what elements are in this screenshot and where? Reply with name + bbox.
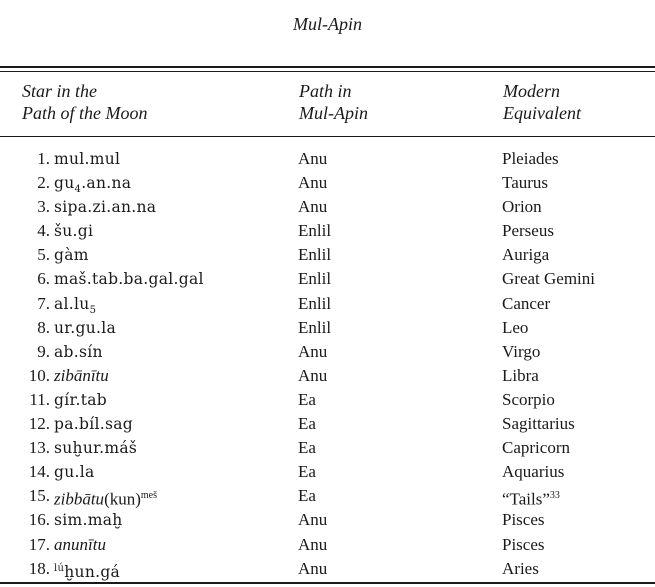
row-number: 2.: [37, 173, 50, 193]
header-modern-line2: Equivalent: [503, 103, 581, 123]
modern-equivalent-text: Pisces: [502, 510, 545, 530]
star-name-main: zibbātu: [54, 489, 105, 509]
modern-equivalent: [502, 388, 555, 412]
row-number: 4.: [37, 221, 50, 241]
modern-equivalent-text: Sagittarius: [502, 414, 575, 434]
modern-equivalent: [502, 508, 545, 532]
path-value: Enlil: [298, 269, 332, 289]
path-value: Anu: [298, 173, 328, 193]
modern-equivalent: [502, 557, 539, 581]
path-value: Ea: [298, 462, 316, 482]
modern-equivalent-text: Pleiades: [502, 149, 559, 168]
path-value: Ea: [298, 389, 316, 409]
star-name-main: ḫun.gá: [64, 562, 121, 581]
modern-equivalent: [502, 412, 575, 436]
table-row: [0, 388, 655, 412]
row-number: 17.: [28, 534, 50, 554]
table-row: [0, 412, 655, 436]
star-name: [54, 195, 156, 219]
star-name-main: gír.tab: [54, 390, 108, 409]
modern-equivalent-text: Leo: [502, 317, 529, 337]
star-name-main: šu.gi: [54, 222, 94, 241]
path-value: Ea: [298, 486, 316, 506]
modern-equivalent: [502, 171, 548, 195]
modern-equivalent-text: Pisces: [502, 534, 545, 554]
star-name-main: ur.gu.la: [54, 318, 117, 337]
star-name-main: anunītu: [54, 534, 106, 554]
table-row: [0, 484, 655, 508]
path-value: Anu: [298, 341, 328, 361]
row-number: 1.: [37, 149, 50, 168]
modern-equivalent: [502, 147, 559, 171]
modern-equivalent: [502, 243, 549, 267]
header-star-line1: Star in the: [22, 81, 97, 101]
star-determinative: lú: [54, 562, 65, 574]
star-name: [54, 316, 116, 340]
row-number: 7.: [37, 293, 50, 313]
row-number: 6.: [37, 269, 50, 289]
modern-equivalent-text: “Tails”: [502, 489, 550, 509]
path-value: Ea: [298, 414, 316, 434]
path-value: Enlil: [298, 317, 332, 337]
row-number: 14.: [28, 462, 50, 482]
star-name-main: ab.sín: [54, 342, 103, 361]
header-path-line1: Path in: [299, 81, 352, 101]
table-row: [0, 243, 655, 267]
page-title: Mul-Apin: [293, 14, 362, 34]
table-row: [0, 316, 655, 340]
modern-equivalent-text: Virgo: [502, 341, 541, 361]
modern-equivalent: [502, 533, 545, 557]
modern-equivalent-text: Capricorn: [502, 438, 570, 458]
row-number: 18.: [28, 558, 50, 578]
modern-equivalent: [502, 219, 554, 243]
top-rule: [0, 66, 655, 68]
star-name-main: sipa.zi.an.na: [54, 198, 157, 217]
table-row: [0, 557, 655, 581]
table-row: [0, 460, 655, 484]
modern-equivalent-text: Cancer: [502, 293, 551, 313]
modern-equivalent-text: Auriga: [502, 245, 550, 265]
modern-equivalent: [502, 364, 539, 388]
modern-equivalent-text: Aquarius: [502, 462, 565, 482]
table-row: [0, 267, 655, 291]
table-row: [0, 508, 655, 532]
row-number: 10.: [28, 365, 50, 385]
table-row: [0, 171, 655, 195]
star-name-rest: .an.na: [81, 174, 132, 193]
modern-equivalent-text: Perseus: [502, 221, 554, 241]
modern-equivalent: [502, 267, 595, 291]
header-modern-line1: Modern: [503, 81, 560, 101]
star-name-main: gu: [54, 174, 75, 193]
star-name-main: mul.mul: [54, 150, 121, 168]
row-number: 13.: [28, 438, 50, 458]
modern-equivalent-text: Great Gemini: [502, 269, 595, 289]
modern-equivalent: [502, 316, 528, 340]
footnote-ref: 33: [549, 490, 560, 502]
star-name: [54, 557, 120, 584]
header-rule: [0, 136, 655, 137]
path-value: Enlil: [298, 293, 332, 313]
table-row: [0, 147, 655, 171]
modern-equivalent-text: Orion: [502, 197, 542, 217]
table-row: [0, 195, 655, 219]
star-subscript: 5: [89, 304, 97, 316]
row-number: 11.: [29, 389, 50, 409]
star-name: [54, 460, 95, 484]
header-modern: [503, 80, 581, 124]
table-row: [0, 533, 655, 557]
table-body: [0, 147, 655, 581]
header-path: [299, 80, 368, 124]
path-value: Ea: [298, 438, 316, 458]
path-value: Enlil: [298, 245, 332, 265]
star-name: [54, 147, 120, 171]
row-number: 3.: [37, 197, 50, 217]
header-path-line2: Mul-Apin: [299, 103, 368, 123]
header-star-line2: Path of the Moon: [22, 103, 148, 123]
modern-equivalent-text: Aries: [502, 558, 539, 578]
path-value: Anu: [298, 149, 328, 168]
modern-equivalent-text: Libra: [502, 365, 539, 385]
top-rule-thin: [0, 71, 655, 72]
row-number: 5.: [37, 245, 50, 265]
modern-equivalent-text: Scorpio: [502, 389, 555, 409]
path-value: Anu: [298, 558, 328, 578]
star-name-main: zibānītu: [54, 365, 109, 385]
star-name: [54, 436, 137, 460]
star-name: [54, 219, 93, 243]
path-value: Anu: [298, 365, 328, 385]
bottom-rule: [0, 582, 655, 584]
modern-equivalent: [502, 340, 540, 364]
star-name: [54, 243, 89, 267]
path-value: Anu: [298, 534, 328, 554]
modern-equivalent: [502, 436, 570, 460]
star-name-main: gàm: [54, 246, 89, 265]
star-name: [54, 533, 106, 557]
table-row: [0, 219, 655, 243]
table-row: [0, 340, 655, 364]
star-subscript: 4: [74, 184, 82, 196]
path-value: Enlil: [298, 221, 332, 241]
header-star: [22, 80, 147, 124]
table-row: [0, 292, 655, 316]
row-number: 9.: [37, 341, 50, 361]
star-name: [54, 388, 107, 412]
star-name-rest: (kun): [104, 489, 141, 509]
row-number: 8.: [37, 317, 50, 337]
star-superscript: meš: [140, 490, 157, 502]
modern-equivalent: [502, 195, 542, 219]
star-name: [54, 412, 133, 436]
row-number: 15.: [28, 486, 50, 506]
row-number: 16.: [28, 510, 50, 530]
row-number: 12.: [28, 414, 50, 434]
star-name-main: maš.tab.ba.gal.gal: [54, 270, 204, 289]
star-name: [54, 340, 103, 364]
table-row: [0, 436, 655, 460]
star-name-main: pa.bíl.sag: [54, 415, 133, 434]
modern-equivalent-text: Taurus: [502, 173, 549, 193]
star-name-main: gu.la: [54, 463, 95, 482]
star-name-main: sim.maḫ: [54, 511, 123, 530]
star-name-main: al.lu: [54, 294, 90, 313]
star-name: [54, 364, 109, 388]
star-name: [54, 267, 204, 291]
modern-equivalent: [502, 292, 550, 316]
star-name: [54, 508, 123, 532]
path-value: Anu: [298, 197, 328, 217]
star-name-main: suḫur.máš: [54, 439, 138, 458]
modern-equivalent: [502, 460, 564, 484]
table-row: [0, 364, 655, 388]
path-value: Anu: [298, 510, 328, 530]
